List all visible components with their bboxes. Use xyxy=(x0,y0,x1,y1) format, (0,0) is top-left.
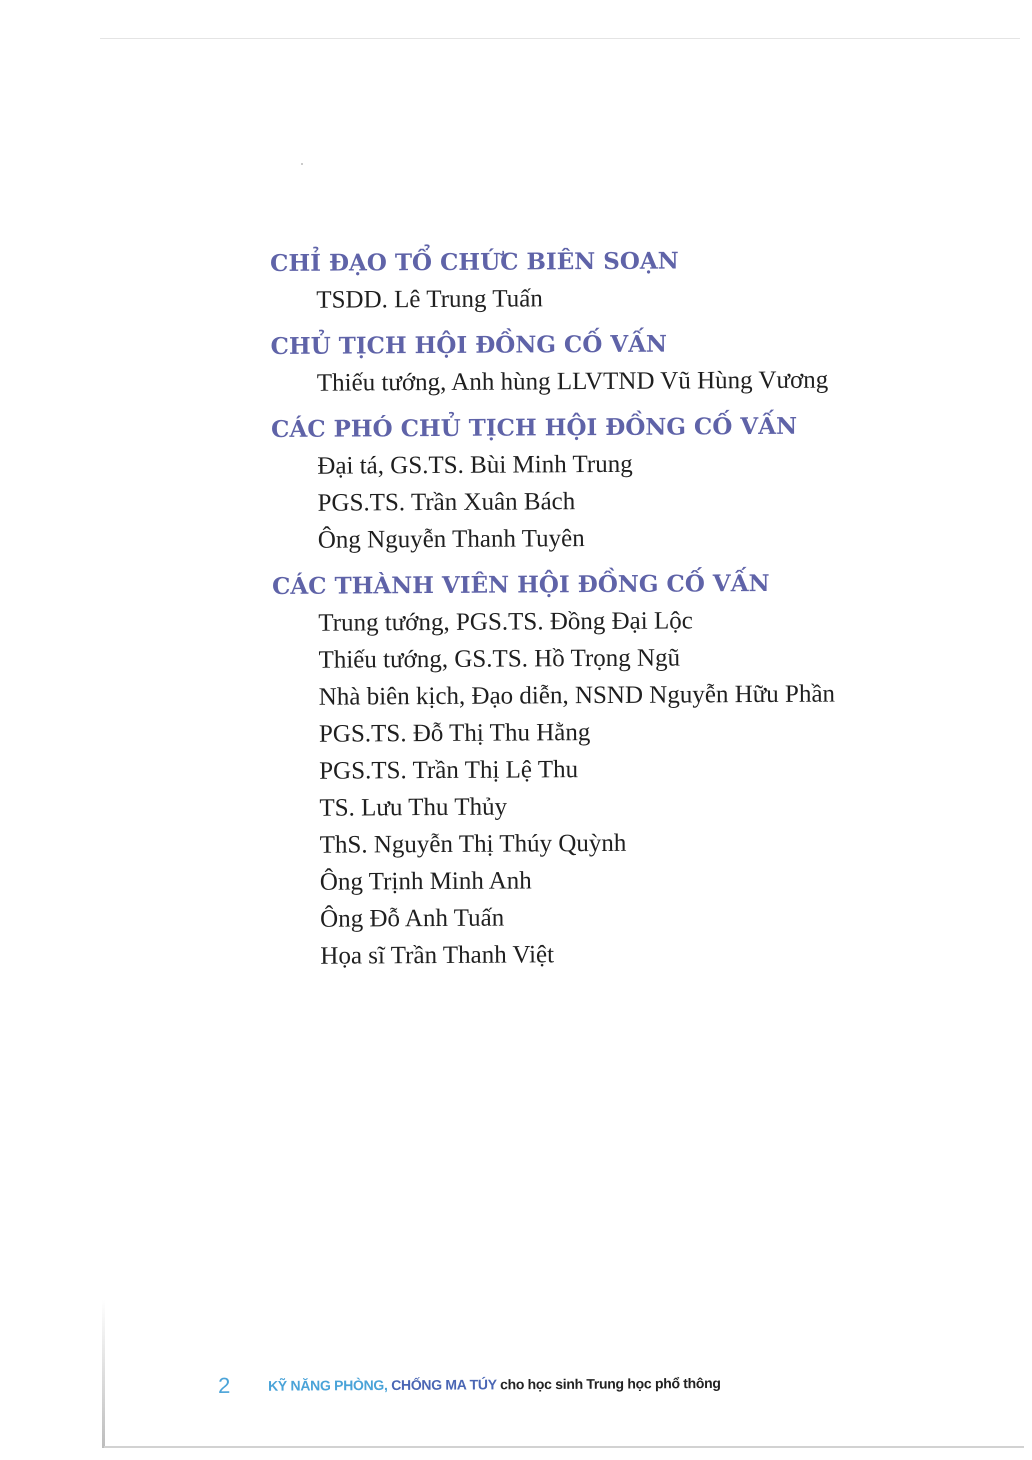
top-scan-edge xyxy=(100,38,1020,39)
section-council-chairman xyxy=(271,324,1011,402)
section-heading: CÁC PHÓ CHỦ TỊCH HỘI ĐỒNG CỐ VẤN xyxy=(271,412,798,443)
credit-name: TS. Lưu Thu Thủy xyxy=(319,793,508,822)
running-title xyxy=(268,1368,721,1401)
running-title-part: KỸ NĂNG PHÒNG, xyxy=(268,1376,392,1394)
credit-name: Trung tướng, PGS.TS. Đồng Đại Lộc xyxy=(318,607,693,637)
section-council-members xyxy=(272,564,1014,975)
credit-name: Thiếu tướng, Anh hùng LLVTND Vũ Hùng Vương xyxy=(316,366,829,397)
section-heading: CHỦ TỊCH HỘI ĐỒNG CỐ VẤN xyxy=(270,330,668,360)
credit-name: Ông Trịnh Minh Anh xyxy=(319,867,532,896)
credit-name: Nhà biên kịch, Đạo diễn, NSND Nguyễn Hữu Phần xyxy=(318,680,836,711)
credit-name: Thiếu tướng, GS.TS. Hồ Trọng Ngũ xyxy=(318,644,681,674)
page-footer xyxy=(218,1367,918,1401)
credit-name: Ông Nguyễn Thanh Tuyên xyxy=(317,525,585,554)
scan-speck xyxy=(301,163,303,165)
credit-name: PGS.TS. Đỗ Thị Thu Hằng xyxy=(318,719,591,748)
credit-name: PGS.TS. Trần Thị Lệ Thu xyxy=(319,756,579,785)
credit-name: Đại tá, GS.TS. Bùi Minh Trung xyxy=(317,450,633,480)
credit-name: ThS. Nguyễn Thị Thúy Quỳnh xyxy=(319,829,627,859)
running-title-part: CHỐNG MA TÚY xyxy=(391,1376,501,1393)
credit-name: Ông Đỗ Anh Tuấn xyxy=(320,904,505,933)
section-vice-chairmen xyxy=(271,407,1012,559)
running-title-part: cho học sinh Trung học phổ thông xyxy=(500,1374,721,1393)
page-number: 2 xyxy=(218,1372,231,1398)
bottom-scan-edge xyxy=(104,1446,1024,1448)
section-editorial-direction xyxy=(270,241,1010,319)
credits-content xyxy=(270,241,1014,975)
credit-name: Họa sĩ Trần Thanh Việt xyxy=(320,941,555,970)
credit-name: PGS.TS. Trần Xuân Bách xyxy=(317,488,576,517)
section-heading: CÁC THÀNH VIÊN HỘI ĐỒNG CỐ VẤN xyxy=(271,569,770,600)
credit-name: TSDD. Lê Trung Tuấn xyxy=(316,285,543,314)
section-heading: CHỈ ĐẠO TỔ CHỨC BIÊN SOẠN xyxy=(270,247,679,277)
left-scan-edge xyxy=(102,1300,105,1448)
